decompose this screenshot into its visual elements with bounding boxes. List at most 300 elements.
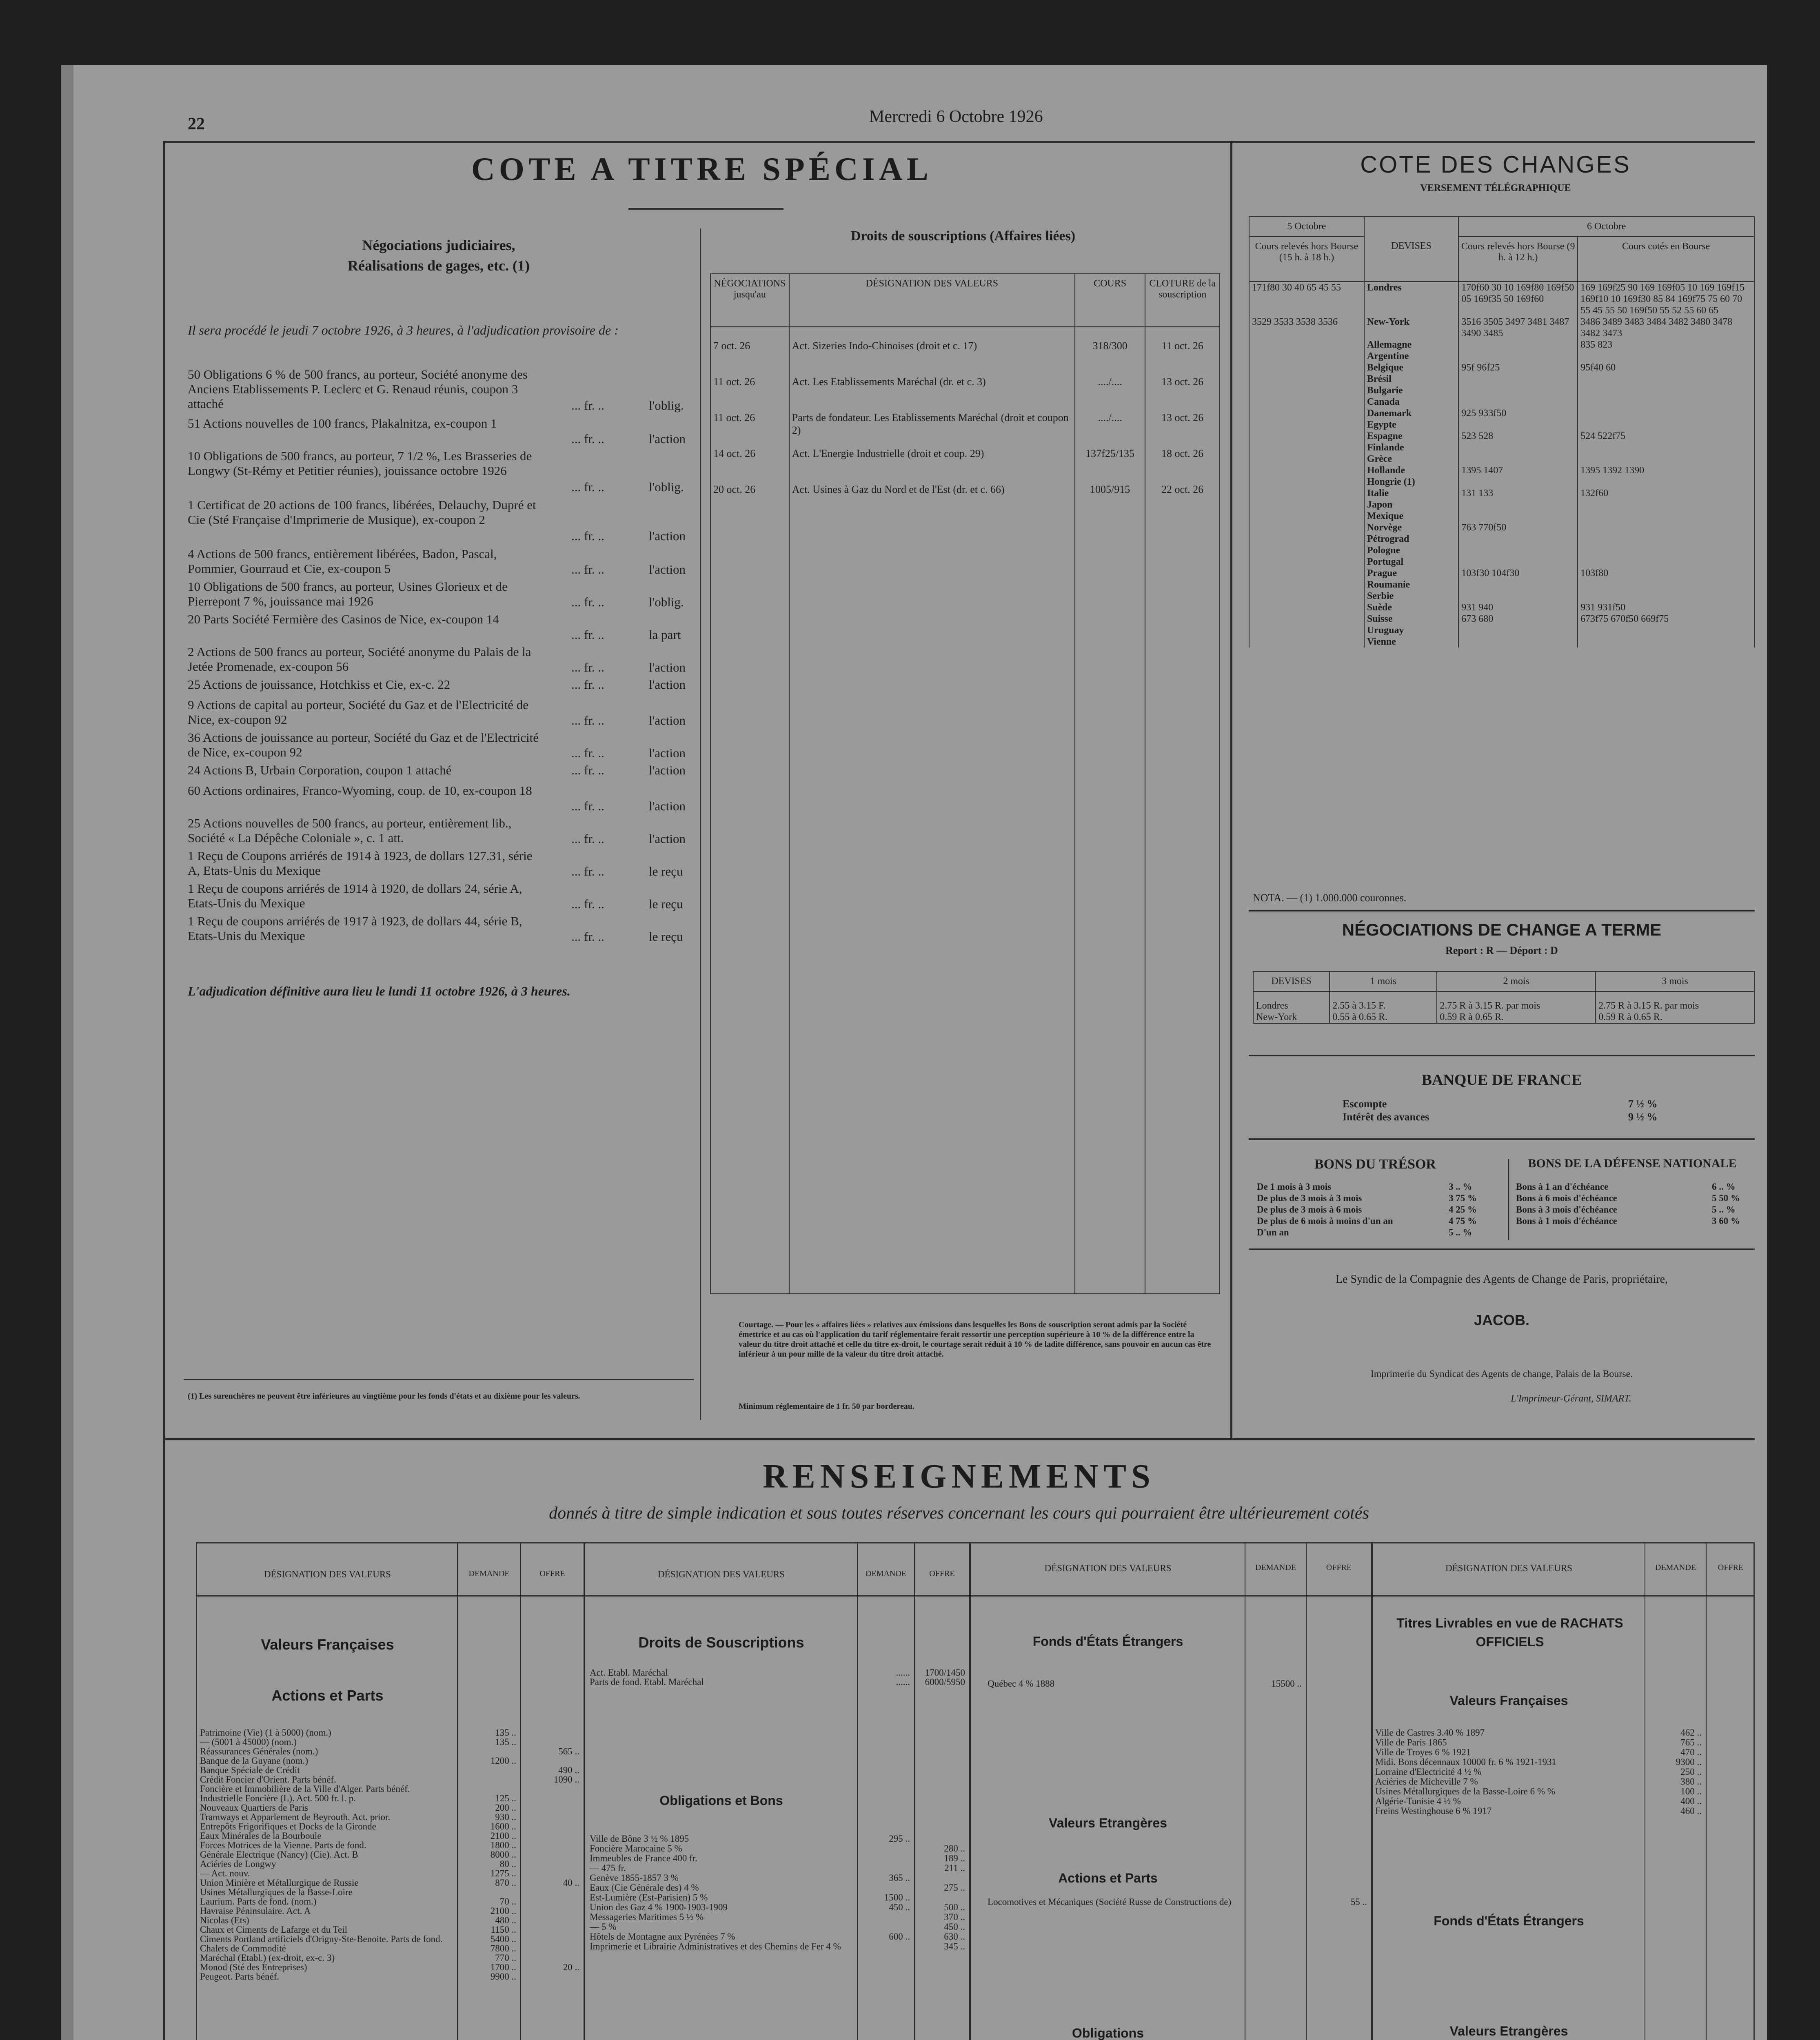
droits-cours: ..../.... — [1098, 376, 1122, 388]
row-offre: 500 .. — [944, 1902, 965, 1912]
renseignements-subtitle: donnés à titre de simple indication et sous toutes réserves concernant les cours qui pourraient être ultérieurement cotés — [549, 1504, 1369, 1523]
droits-cloture: 11 oct. 26 — [1161, 340, 1203, 352]
changes-devise: Pologne — [1364, 545, 1458, 556]
lot-item: 50 Obligations 6 % de 500 francs, au porteur, Société anonyme des Anciens Etablissements P. Leclerc et G. Renaud réunis, coupon 3 attaché ... fr. .. l'oblig. — [188, 367, 684, 412]
droits-col-negociations: NÉGOCIATIONS jusqu'au — [710, 274, 789, 327]
imprimerie-line: Imprimerie du Syndicat des Agents de change, Palais de la Bourse. — [1370, 1369, 1633, 1379]
row-demande: 770 .. — [495, 1953, 516, 1963]
row-demande: 135 .. — [495, 1727, 516, 1738]
row-designation: Imprimerie et Librairie Administratives et des Chemins de Fer 4 % — [590, 1941, 841, 1951]
row-designation: — 475 fr. — [590, 1863, 626, 1873]
row-offre — [1306, 1679, 1371, 1689]
row-designation: Foncière Marocaine 5 % — [590, 1843, 682, 1854]
changes-bourse-value — [1578, 373, 1754, 385]
changes-prev-value — [1249, 396, 1364, 408]
changes-row — [1249, 568, 1754, 579]
row-offre — [520, 1934, 584, 1944]
row-designation: — 5 % — [590, 1922, 617, 1932]
table-row — [200, 1972, 584, 1981]
changes-hors-value: 131 133 — [1458, 488, 1578, 499]
table-row — [200, 1916, 584, 1925]
changes-hors-value — [1458, 545, 1578, 556]
changes-row — [1249, 613, 1754, 625]
changes-devise: Brésil — [1364, 373, 1458, 385]
changes-bourse-value — [1578, 408, 1754, 419]
terme-value: 2.75 R à 3.15 R. par mois — [1440, 1000, 1540, 1011]
row-demande: 1275 .. — [490, 1868, 516, 1878]
changes-devise: Bulgarie — [1364, 385, 1458, 396]
changes-row — [1249, 602, 1754, 613]
bons-tresor-row: De plus de 6 mois à moins d'un an 4 75 % — [1257, 1216, 1477, 1226]
inner-column-rule — [700, 228, 701, 1420]
imprimeur-gerant: L'Imprimeur-Gérant, SIMART. — [1511, 1393, 1631, 1404]
table-row — [200, 1962, 584, 1972]
row-designation: Ville de Bône 3 ½ % 1895 — [590, 1834, 689, 1844]
changes-prev-value — [1249, 442, 1364, 453]
row-demande: 70 .. — [499, 1896, 516, 1907]
table-row — [590, 1912, 969, 1922]
changes-prev-value — [1249, 579, 1364, 590]
changes-devise: Finlande — [1364, 442, 1458, 453]
changes-row — [1249, 499, 1754, 510]
lot-item: 25 Actions nouvelles de 500 francs, au porteur, entièrement lib., Société « La Dépêche Coloniale », c. 1 att. ... fr. .. l'action — [188, 816, 686, 846]
changes-prev-value: 3529 3533 3538 3536 — [1249, 316, 1364, 339]
table-row — [200, 1765, 584, 1775]
table-row — [590, 1677, 969, 1687]
table-row — [1375, 1767, 1755, 1777]
row-designation: Forces Motrices de la Vienne. Parts de fond. — [200, 1840, 366, 1850]
changes-bourse-value — [1578, 522, 1754, 533]
row-offre — [520, 1906, 584, 1916]
row-designation: Générale Electrique (Nancy) (Cie). Act. B — [200, 1849, 358, 1860]
changes-hors-value: 95f 96f25 — [1458, 362, 1578, 373]
changes-row — [1249, 385, 1754, 396]
row-demande: 600 .. — [889, 1931, 910, 1942]
left-frame-rule — [163, 141, 165, 2040]
changes-prev-value — [1249, 339, 1364, 350]
lot-item: 51 Actions nouvelles de 100 francs, Plakalnitza, ex-coupon 1 ... fr. .. l'action — [188, 416, 686, 446]
syndic-line: Le Syndic de la Compagnie des Agents de Change de Paris, propriétaire, — [1335, 1273, 1668, 1286]
row-demande — [857, 1942, 914, 1951]
col1-rows — [200, 1728, 584, 1981]
avances-label: Intérêt des avances — [1343, 1111, 1429, 1123]
row-designation: — (5001 à 45000) (nom.) — [200, 1737, 297, 1747]
row-designation: Ciments Portland artificiels d'Origny-Ste-Benoite. Parts de fond. — [200, 1934, 443, 1944]
col4-header-offre: OFFRE — [1718, 1563, 1744, 1572]
row-offre: 6000/5950 — [925, 1677, 965, 1687]
row-offre: 565 .. — [558, 1746, 579, 1756]
terme-table — [1253, 971, 1755, 1024]
changes-row — [1249, 533, 1754, 545]
col2-rows-b — [590, 1834, 969, 1951]
bons-defense-row: Bons à 3 mois d'échéance 5 .. % — [1516, 1204, 1736, 1215]
row-offre — [520, 1916, 584, 1925]
row-demande: 930 .. — [495, 1812, 516, 1822]
changes-hors-value — [1458, 636, 1578, 647]
row-demande: 400 .. — [1680, 1796, 1702, 1806]
row-offre — [520, 1859, 584, 1869]
changes-devise: Suisse — [1364, 613, 1458, 625]
row-offre: 20 .. — [563, 1962, 579, 1972]
changes-hors-value — [1458, 350, 1578, 362]
bons-defense-list — [1516, 1181, 1757, 1227]
changes-prev-value — [1249, 499, 1364, 510]
terme-value: 2.75 R à 3.15 R. par mois — [1598, 1000, 1699, 1011]
changes-hors-value — [1458, 556, 1578, 568]
changes-prev-value: 171f80 30 40 65 45 55 — [1249, 282, 1364, 316]
changes-bourse-value: 169 169f25 90 169 169f05 10 169 169f15 169f10 10 169f30 85 84 169f75 75 60 70 55 45 55 50 169f50 55 52 55 60 65 — [1578, 282, 1754, 316]
changes-devise: Mexique — [1364, 510, 1458, 522]
center-column-rule — [1230, 141, 1232, 1438]
row-demande — [457, 1887, 520, 1897]
changes-devise: Vienne — [1364, 636, 1458, 647]
row-demande: 380 .. — [1680, 1776, 1702, 1787]
changes-bourse-value — [1578, 556, 1754, 568]
row-demande: 135 .. — [495, 1737, 516, 1747]
changes-row — [1249, 419, 1754, 430]
row-designation: Monod (Sté des Entreprises) — [200, 1962, 307, 1972]
row-offre: 345 .. — [944, 1941, 965, 1951]
droits-title: Droits de souscriptions (Affaires liées) — [850, 228, 1076, 244]
row-offre: 275 .. — [944, 1883, 965, 1893]
row-designation: Eaux Minérales de la Bourboule — [200, 1831, 322, 1841]
row-demande: 15500 .. — [1271, 1679, 1302, 1689]
changes-prev-value — [1249, 613, 1364, 625]
droits-date: 11 oct. 26 — [713, 376, 755, 388]
row-designation: Parts de fond. Etabl. Maréchal — [590, 1677, 704, 1687]
row-offre: 189 .. — [944, 1853, 965, 1863]
changes-bourse-value — [1578, 476, 1754, 488]
changes-bourse-value — [1578, 636, 1754, 647]
table-row — [200, 1831, 584, 1840]
changes-row — [1249, 476, 1754, 488]
escompte-value: 7 ½ % — [1628, 1098, 1658, 1110]
row-offre: 630 .. — [944, 1931, 965, 1942]
changes-devise: Grèce — [1364, 453, 1458, 465]
lot-item: 20 Parts Société Fermière des Casinos de Nice, ex-coupon 14 ... fr. .. la part — [188, 612, 681, 642]
col3-header-designation: DÉSIGNATION DES VALEURS — [1044, 1563, 1172, 1573]
row-demande: 1700 .. — [490, 1962, 516, 1972]
row-designation: — Act. nouv. — [200, 1868, 250, 1878]
row-designation: Ville de Castres 3.40 % 1897 — [1375, 1727, 1485, 1738]
row-demande: 125 .. — [495, 1793, 516, 1803]
changes-prev-value — [1249, 522, 1364, 533]
row-offre: 490 .. — [558, 1765, 579, 1775]
adjudication-intro: Il sera procédé le jeudi 7 octobre 1926, à 3 heures, à l'adjudication provisoire de : — [188, 323, 619, 337]
row-designation: Immeubles de France 400 fr. — [590, 1853, 697, 1863]
table-row — [1375, 1806, 1755, 1816]
col3-subsection: Actions et Parts — [1058, 1871, 1158, 1885]
row-offre — [520, 1737, 584, 1747]
page-date: Mercredi 6 Octobre 1926 — [869, 107, 1043, 126]
row-demande: 365 .. — [889, 1873, 910, 1883]
row-designation: Chaux et Ciments de Lafarge et du Teil — [200, 1925, 347, 1935]
col4-subsection: Valeurs Françaises — [1449, 1693, 1568, 1708]
changes-title: COTE DES CHANGES — [1360, 151, 1631, 178]
row-designation: Act. Etabl. Maréchal — [590, 1667, 668, 1678]
courtage-note: Courtage. — Pour les « affaires liées » relatives aux émissions dans lesquelles les Bons de souscription seront admis par la Société émettrice et au cas où l'application du tarif réglementaire ferait ressortir une perception supérieure à 10 % de la différence entre la valeur du titre droit attaché et celle du titre ex-droit, le courtage serait réduit à 10 % de ladite différence, sans pouvoir en aucun cas être inférieur à un pour mille de la valeur du titre droit attaché. — [739, 1320, 1211, 1359]
bons-tresor-list — [1257, 1181, 1502, 1238]
col4-subsection2: Valeurs Etrangères — [1449, 2024, 1568, 2038]
courtage-minimum: Minimum réglementaire de 1 fr. 50 par bordereau. — [739, 1402, 914, 1411]
row-designation: Maréchal (Etabl.) (ex-droit, ex-c. 3) — [200, 1953, 335, 1963]
changes-bourse-value — [1578, 442, 1754, 453]
table-row — [590, 1873, 969, 1883]
changes-devise: Norvège — [1364, 522, 1458, 533]
changes-col-bourse: Cours cotés en Bourse — [1578, 237, 1754, 282]
changes-devise: Italie — [1364, 488, 1458, 499]
col2-section: Droits de Souscriptions — [638, 1634, 804, 1651]
row-demande: 250 .. — [1680, 1767, 1702, 1777]
table-row — [200, 1906, 584, 1916]
page-number: 22 — [188, 115, 205, 133]
changes-bourse-value: 524 522f75 — [1578, 430, 1754, 442]
col4-rows-a — [1375, 1728, 1755, 1816]
changes-nota: NOTA. — (1) 1.000.000 couronnes. — [1253, 892, 1407, 904]
changes-bourse-value — [1578, 625, 1754, 636]
row-demande: 9300 .. — [1676, 1757, 1702, 1767]
droits-cours: 318/300 — [1092, 340, 1128, 352]
changes-devise: Serbie — [1364, 590, 1458, 602]
row-demande — [457, 1784, 520, 1794]
col2-header-designation: DÉSIGNATION DES VALEURS — [658, 1569, 785, 1579]
changes-row — [1249, 579, 1754, 590]
changes-col-devises: DEVISES — [1364, 237, 1458, 282]
row-demande — [457, 1747, 520, 1756]
row-demande — [857, 1863, 914, 1873]
judiciaires-heading: Négociations judiciaires, — [362, 237, 515, 253]
changes-hors-value — [1458, 373, 1578, 385]
droits-valeur: Act. Les Etablissements Maréchal (dr. et c. 3) — [792, 376, 986, 388]
changes-prev-value — [1249, 408, 1364, 419]
syndic-name: JACOB. — [1474, 1312, 1530, 1328]
row-demande: 765 .. — [1680, 1737, 1702, 1747]
changes-prev-value — [1249, 362, 1364, 373]
row-designation: Aciéries de Longwy — [200, 1859, 276, 1869]
changes-hors-value — [1458, 339, 1578, 350]
changes-bourse-value: 835 823 — [1578, 339, 1754, 350]
changes-hors-value — [1458, 476, 1578, 488]
droits-valeur: Act. L'Energie Industrielle (droit et coup. 29) — [792, 448, 984, 459]
droits-valeur: Act. Sizeries Indo-Chinoises (droit et c. 17) — [792, 340, 977, 352]
table-row — [988, 1679, 1371, 1689]
changes-prev-value — [1249, 453, 1364, 465]
col4-section: Titres Livrables en vue de RACHATS OFFICIELS — [1396, 1616, 1623, 1649]
changes-row — [1249, 408, 1754, 419]
changes-bourse-value — [1578, 579, 1754, 590]
changes-devise: Prague — [1364, 568, 1458, 579]
col2-rows-a — [590, 1668, 969, 1687]
droits-cloture: 13 oct. 26 — [1161, 412, 1204, 424]
col4-section2: Fonds d'États Étrangers — [1434, 1914, 1584, 1928]
table-row — [200, 1934, 584, 1944]
droits-cloture: 13 oct. 26 — [1161, 376, 1204, 388]
row-demande — [857, 1883, 914, 1893]
droits-col-cloture: CLOTURE de la souscription — [1145, 274, 1220, 327]
row-demande: 1600 .. — [490, 1821, 516, 1832]
row-designation: Laurium. Parts de fond. (nom.) — [200, 1896, 317, 1907]
col1-header-offre: OFFRE — [539, 1569, 565, 1578]
changes-bourse-value — [1578, 590, 1754, 602]
changes-hors-value — [1458, 453, 1578, 465]
row-designation: Freins Westinghouse 6 % 1917 — [1375, 1806, 1492, 1816]
droits-cours: ..../.... — [1098, 412, 1122, 424]
row-designation: Ville de Troyes 6 % 1921 — [1375, 1747, 1471, 1757]
row-designation: Usines Métallurgiques de la Basse-Loire 6 % % — [1375, 1786, 1555, 1796]
changes-bourse-value — [1578, 419, 1754, 430]
lot-item: 24 Actions B, Urbain Corporation, coupon 1 attaché ... fr. .. l'action — [188, 763, 686, 777]
row-designation: Locomotives et Mécaniques (Société Russe de Constructions de) — [988, 1897, 1232, 1907]
changes-hors-value: 170f60 30 10 169f80 169f50 05 169f35 50 169f60 — [1458, 282, 1578, 316]
changes-prev-value — [1249, 636, 1364, 647]
terme-col-devises: DEVISES — [1253, 971, 1329, 991]
lot-item: 1 Reçu de coupons arriérés de 1917 à 1923, de dollars 44, série B, Etats-Unis du Mexique ... fr. .. le reçu — [188, 914, 683, 944]
changes-hors-value: 1395 1407 — [1458, 465, 1578, 476]
terme-title: NÉGOCIATIONS DE CHANGE A TERME — [1342, 920, 1662, 939]
droits-cloture: 18 oct. 26 — [1161, 448, 1204, 459]
row-offre — [520, 1794, 584, 1803]
row-offre — [520, 1944, 584, 1953]
lot-item: 1 Reçu de Coupons arriérés de 1914 à 1923, de dollars 127.31, série A, Etats-Unis du Mexique ... fr. .. le reçu — [188, 849, 683, 878]
row-designation: Nicolas (Ets) — [200, 1915, 249, 1925]
row-offre: 55 .. — [1350, 1897, 1367, 1907]
row-designation: Messageries Maritimes 5 ½ % — [590, 1912, 704, 1922]
row-designation: Nouveaux Quartiers de Paris — [200, 1803, 309, 1813]
changes-row — [1249, 488, 1754, 499]
changes-bourse-value — [1578, 545, 1754, 556]
droits-cours: 137f25/135 — [1085, 448, 1135, 459]
col1-subsection: Actions et Parts — [271, 1687, 384, 1704]
row-designation: Union des Gaz 4 % 1900-1903-1909 — [590, 1902, 728, 1912]
changes-bourse-value — [1578, 396, 1754, 408]
changes-prev-value — [1249, 430, 1364, 442]
table-row — [200, 1925, 584, 1934]
changes-prev-value — [1249, 510, 1364, 522]
terme-value: 0.59 R à 0.65 R. — [1440, 1012, 1504, 1022]
bons-defense-row: Bons à 1 mois d'échéance 3 60 % — [1516, 1216, 1740, 1226]
table-row — [590, 1844, 969, 1854]
row-demande: 7800 .. — [490, 1943, 516, 1954]
table-row — [590, 1854, 969, 1863]
changes-bourse-value: 931 931f50 — [1578, 602, 1754, 613]
table-row — [590, 1883, 969, 1893]
row-demande — [457, 1775, 520, 1784]
row-demande: 1200 .. — [490, 1756, 516, 1766]
bons-defense-row: Bons à 6 mois d'échéance 5 50 % — [1516, 1193, 1740, 1203]
row-demande: 1800 .. — [490, 1840, 516, 1850]
row-designation: Union Minière et Métallurgique de Russie — [200, 1878, 359, 1888]
changes-prev-value — [1249, 568, 1364, 579]
row-offre — [520, 1756, 584, 1765]
col2-subsection: Obligations et Bons — [659, 1793, 783, 1808]
row-demande — [857, 1844, 914, 1854]
lot-item: 10 Obligations de 500 francs, au porteur, Usines Glorieux et de Pierrepont 7 %, jouissance mai 1926 ... fr. .. l'oblig. — [188, 579, 684, 609]
changes-devise: Hongrie (1) — [1364, 476, 1458, 488]
row-offre — [520, 1972, 584, 1981]
table-row — [200, 1869, 584, 1878]
row-demande: 1500 .. — [884, 1892, 910, 1903]
changes-bourse-value — [1578, 510, 1754, 522]
top-rule — [163, 141, 1755, 143]
changes-prev-value — [1249, 602, 1364, 613]
row-designation: Genève 1855-1857 3 % — [590, 1873, 679, 1883]
row-offre — [914, 1893, 969, 1903]
changes-row — [1249, 522, 1754, 533]
bons-defense-row: Bons à 1 an d'échéance 6 .. % — [1516, 1182, 1736, 1192]
changes-hors-value — [1458, 533, 1578, 545]
changes-bourse-value — [1578, 350, 1754, 362]
row-designation: Banque Spéciale de Crédit — [200, 1765, 300, 1775]
col3-section: Fonds d'États Étrangers — [1032, 1634, 1183, 1649]
table-row — [200, 1897, 584, 1906]
row-designation: Usines Métallurgiques de la Basse-Loire — [200, 1887, 353, 1897]
lot-item: 36 Actions de jouissance au porteur, Société du Gaz et de l'Electricité de Nice, ex-coupon 92 ... fr. .. l'action — [188, 730, 686, 760]
changes-bourse-value: 95f40 60 — [1578, 362, 1754, 373]
row-offre — [520, 1887, 584, 1897]
row-demande: 200 .. — [495, 1803, 516, 1813]
col3-header-offre: OFFRE — [1326, 1563, 1352, 1572]
row-designation: Réassurances Générales (nom.) — [200, 1746, 318, 1756]
changes-devise: Roumanie — [1364, 579, 1458, 590]
row-designation: Chalets de Commodité — [200, 1943, 286, 1954]
changes-hors-value: 3516 3505 3497 3481 3487 3490 3485 — [1458, 316, 1578, 339]
droits-date: 7 oct. 26 — [713, 340, 750, 352]
table-row — [1375, 1728, 1755, 1738]
row-demande — [1245, 1897, 1306, 1907]
changes-devise: New-York — [1364, 316, 1458, 339]
droits-valeur: Parts de fondateur. Les Etablissements Maréchal (droit et coupon 2) — [792, 412, 1069, 436]
droits-date: 20 oct. 26 — [713, 483, 756, 495]
row-designation: Banque de la Guyane (nom.) — [200, 1756, 309, 1766]
changes-hors-value: 925 933f50 — [1458, 408, 1578, 419]
middle-rule — [163, 1438, 1755, 1440]
table-row — [1375, 1747, 1755, 1757]
col3-subsection2: Obligations — [1072, 2026, 1144, 2040]
changes-row — [1249, 373, 1754, 385]
changes-devise: Suède — [1364, 602, 1458, 613]
table-row — [200, 1944, 584, 1953]
changes-devise: Hollande — [1364, 465, 1458, 476]
row-demande: 5400 .. — [490, 1934, 516, 1944]
row-designation: Foncière et Immobilière de la Ville d'Alger. Parts bénéf. — [200, 1784, 410, 1794]
lot-item: 2 Actions de 500 francs au porteur, Société anonyme du Palais de la Jetée Promenade, ex-coupon 56 ... fr. .. l'action — [188, 645, 686, 674]
bons-tresor-row: De 1 mois à 3 mois 3 .. % — [1257, 1182, 1472, 1192]
table-row — [1375, 1796, 1755, 1806]
changes-bourse-value — [1578, 385, 1754, 396]
row-offre — [914, 1834, 969, 1844]
changes-prev-value — [1249, 465, 1364, 476]
terme-value: 2.55 à 3.15 F. — [1332, 1000, 1386, 1011]
row-demande: 2100 .. — [490, 1831, 516, 1841]
lot-item: 25 Actions de jouissance, Hotchkiss et Cie, ex-c. 22 ... fr. .. l'action — [188, 677, 686, 692]
row-offre — [520, 1822, 584, 1831]
bons-defense-title: BONS DE LA DÉFENSE NATIONALE — [1528, 1157, 1737, 1170]
changes-prev-value — [1249, 625, 1364, 636]
changes-hors-value — [1458, 499, 1578, 510]
changes-hors-value — [1458, 510, 1578, 522]
row-demande: ...... — [896, 1677, 910, 1687]
changes-subtitle: VERSEMENT TÉLÉGRAPHIQUE — [1420, 183, 1571, 193]
table-row — [1375, 1787, 1755, 1796]
changes-hors-value — [1458, 590, 1578, 602]
droits-date: 14 oct. 26 — [713, 448, 756, 459]
changes-devise: Egypte — [1364, 419, 1458, 430]
col3-rows-b — [988, 1897, 1371, 1907]
table-row — [200, 1803, 584, 1812]
changes-prev-value — [1249, 545, 1364, 556]
terme-subtitle: Report : R — Déport : D — [1445, 945, 1558, 956]
row-demande: 870 .. — [495, 1878, 516, 1888]
